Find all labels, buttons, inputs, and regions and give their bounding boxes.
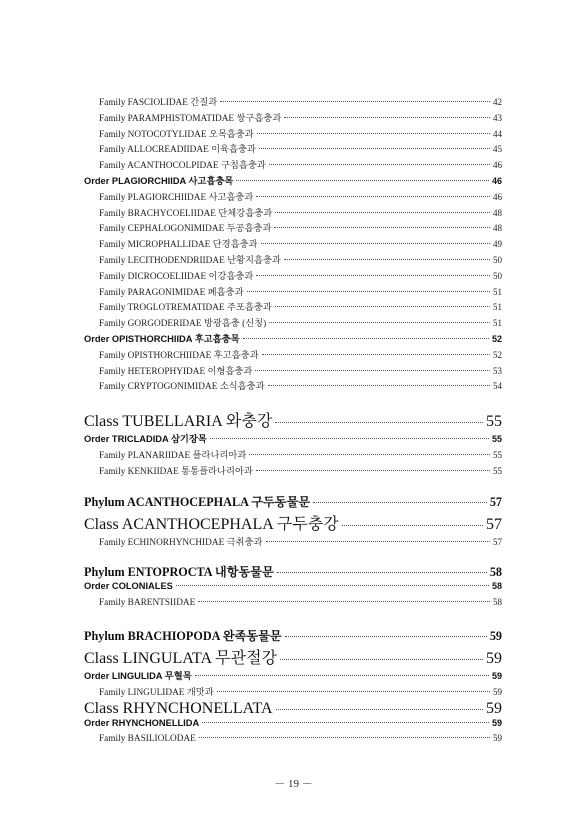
- toc-entry-label: Family PLANARIIDAE 플라나리아과: [99, 450, 247, 461]
- toc-entry-family: [84, 252, 502, 268]
- toc-entry-page: 55: [486, 413, 502, 431]
- dot-leader: [342, 525, 483, 526]
- toc-entry-family: [84, 94, 502, 110]
- dot-leader: [210, 438, 489, 439]
- toc-entry-page: 50: [493, 270, 502, 281]
- toc-entry-label: Family GORGODERIDAE 방광흡충 (신칭): [99, 319, 267, 330]
- toc-entry-label: Family HETEROPHYIDAE 이형흡충과: [99, 366, 253, 377]
- toc-entry-order: [84, 431, 502, 447]
- toc-entry-label: Family ALLOCREADIIDAE 이육흡충과: [99, 145, 256, 156]
- toc-entry-page: 44: [493, 128, 502, 139]
- toc-entry-phylum: [84, 493, 502, 511]
- dot-leader: [284, 117, 490, 118]
- toc-entry-page: 46: [493, 160, 502, 171]
- toc-entry-page: 58: [493, 597, 502, 608]
- page-number: － 19 －: [274, 778, 313, 790]
- toc-entry-page: 59: [491, 717, 502, 728]
- toc-entry-family: [84, 315, 502, 331]
- dot-leader: [275, 422, 483, 423]
- dot-leader: [217, 691, 490, 692]
- toc-entry-label: Family ECHINORHYNCHIDAE 극취충과: [99, 537, 263, 548]
- dot-leader: [284, 259, 490, 260]
- toc-entry-label: Order COLONIALES: [84, 581, 173, 592]
- toc-entry-page: 46: [493, 191, 502, 202]
- toc-entry-label: Family TROGLOTREMATIDAE 주포흡충과: [99, 303, 272, 314]
- toc-entry-family: [84, 363, 502, 379]
- toc-entry-page: 51: [493, 318, 502, 329]
- toc-entry-family: [84, 299, 502, 315]
- toc-entry-label: Class TUBELLARIA 와충강: [84, 413, 273, 431]
- toc-entry-page: 50: [493, 254, 502, 265]
- toc-entry-label: Family BRACHYCOELIIDAE 단체강흡충과: [99, 208, 273, 219]
- toc-entry-family: [84, 447, 502, 463]
- dot-leader: [259, 148, 490, 149]
- dot-leader: [276, 709, 484, 710]
- dot-leader: [313, 502, 487, 503]
- dot-leader: [277, 572, 487, 573]
- dot-leader: [247, 291, 490, 292]
- toc-entry-family: [84, 347, 502, 363]
- toc-entry-page: 52: [491, 333, 502, 344]
- toc-entry-class: [84, 408, 502, 431]
- toc-entry-family: [84, 463, 502, 479]
- toc-entry-page: 51: [493, 302, 502, 313]
- toc-entry-page: 46: [491, 175, 502, 186]
- toc-entry-page: 55: [491, 434, 502, 445]
- toc-entry-page: 58: [489, 565, 502, 580]
- toc-entry-label: Family NOTOCOTYLIDAE 오목흡충과: [99, 129, 254, 140]
- toc-entry-label: Order TRICLADIDA 삼기장목: [84, 434, 207, 445]
- section-gap: [84, 549, 502, 563]
- toc-entry-label: Family FASCIOLIDAE 간질과: [99, 98, 218, 108]
- dot-leader: [257, 133, 490, 134]
- toc-entry-family: [84, 157, 502, 173]
- dot-leader: [280, 659, 483, 660]
- toc-entry-page: 55: [493, 465, 502, 476]
- toc-entry-page: 59: [486, 649, 502, 667]
- toc-entry-family: [84, 236, 502, 252]
- toc-entry-label: Family CEPHALOGONIMIDAE 두공흡충과: [99, 224, 272, 235]
- toc-entry-family: [84, 534, 502, 550]
- dot-leader: [275, 212, 490, 213]
- toc-entry-label: Order RHYNCHONELLIDA: [84, 717, 200, 728]
- table-of-contents: [84, 94, 502, 749]
- toc-entry-order: [84, 718, 502, 734]
- toc-entry-label: Phylum ACANTHOCEPHALA 구두동물문: [84, 494, 311, 509]
- toc-entry-label: Family BARENTSIIDAE: [99, 598, 196, 609]
- dot-leader: [269, 164, 490, 165]
- toc-entry-family: [84, 205, 502, 221]
- dot-leader: [195, 675, 489, 676]
- dot-leader: [255, 370, 490, 371]
- toc-entry-label: Family CRYPTOGONIMIDAE 소식흡충과: [99, 382, 265, 393]
- toc-entry-page: 48: [493, 207, 502, 218]
- toc-entry-page: 51: [493, 286, 502, 297]
- toc-entry-page: 57: [493, 536, 502, 547]
- toc-entry-phylum: [84, 627, 502, 645]
- dot-leader: [262, 354, 490, 355]
- toc-entry-page: 52: [493, 349, 502, 360]
- toc-entry-label: Family ACANTHOCOLPIDAE 구침흡충과: [99, 161, 266, 172]
- toc-entry-page: 42: [493, 97, 502, 107]
- toc-entry-family: [84, 684, 502, 700]
- section-gap: [84, 479, 502, 493]
- toc-entry-family: [84, 141, 502, 157]
- toc-entry-label: Family PARAGONIMIDAE 폐흡충과: [99, 287, 244, 298]
- toc-entry-page: 53: [493, 365, 502, 376]
- dot-leader: [274, 227, 490, 228]
- dot-leader: [285, 636, 487, 637]
- toc-entry-page: 59: [486, 699, 502, 717]
- dot-leader: [249, 454, 490, 455]
- toc-entry-label: Family LECITHODENDRIIDAE 난황지흡충과: [99, 255, 281, 266]
- dot-leader: [199, 737, 490, 738]
- toc-entry-page: 57: [486, 515, 502, 533]
- toc-entry-order: [84, 668, 502, 684]
- dot-leader: [256, 470, 490, 471]
- dot-leader: [176, 585, 489, 586]
- dot-leader: [261, 243, 490, 244]
- toc-entry-page: 55: [493, 449, 502, 460]
- toc-entry-label: Family KENKIIDAE 통통플라나리아과: [99, 466, 253, 477]
- toc-entry-class: [84, 700, 502, 718]
- toc-entry-page: 59: [489, 628, 502, 643]
- toc-entry-label: Family OPISTHORCHIIDAE 후고흡충과: [99, 350, 259, 361]
- toc-entry-page: 57: [489, 494, 502, 509]
- toc-entry-family: [84, 126, 502, 142]
- toc-entry-page: 58: [491, 581, 502, 592]
- dot-leader: [269, 322, 490, 323]
- toc-entry-family: [84, 284, 502, 300]
- toc-entry-class: [84, 645, 502, 668]
- toc-entry-family: [84, 378, 502, 394]
- toc-entry-label: Family PARAMPHISTOMATIDAE 쌍구흡충과: [99, 113, 282, 124]
- toc-entry-page: 49: [493, 239, 502, 250]
- section-gap: [84, 613, 502, 627]
- dot-leader: [268, 385, 490, 386]
- dot-leader: [198, 601, 490, 602]
- toc-entry-page: 59: [491, 670, 502, 681]
- dot-leader: [275, 306, 490, 307]
- section-gap: [84, 394, 502, 408]
- toc-entry-label: Order LINGULIDA 무혈목: [84, 670, 192, 681]
- dot-leader: [236, 180, 489, 181]
- toc-entry-page: 48: [493, 223, 502, 234]
- toc-entry-family: [84, 189, 502, 205]
- toc-entry-label: Family MICROPHALLIDAE 단경흡충과: [99, 240, 258, 251]
- dot-leader: [202, 722, 489, 723]
- toc-entry-order: [84, 331, 502, 347]
- toc-entry-family: [84, 268, 502, 284]
- toc-entry-phylum: [84, 563, 502, 581]
- toc-entry-page: 43: [493, 112, 502, 123]
- toc-entry-label: Class RHYNCHONELLATA: [84, 699, 273, 717]
- toc-entry-order: [84, 581, 502, 597]
- toc-entry-label: Family LINGULIDAE 개맛과: [99, 687, 214, 698]
- dot-leader: [256, 275, 490, 276]
- dot-leader: [266, 541, 491, 542]
- toc-entry-page: 59: [493, 686, 502, 697]
- dot-leader: [256, 196, 490, 197]
- toc-entry-label: Class LINGULATA 무관절강: [84, 649, 277, 667]
- toc-entry-label: Phylum BRACHIOPODA 완족동물문: [84, 628, 282, 643]
- toc-entry-label: Family BASILIOLODAE: [99, 734, 196, 745]
- toc-entry-page: 45: [493, 144, 502, 155]
- toc-entry-family: [84, 597, 502, 613]
- dot-leader: [243, 338, 489, 339]
- toc-entry-class: [84, 511, 502, 534]
- toc-entry-family: [84, 733, 502, 749]
- toc-entry-family: [84, 220, 502, 236]
- toc-entry-label: Order PLAGIORCHIIDA 사고흡충목: [84, 175, 234, 186]
- toc-entry-label: Family DICROCOELIIDAE 이강흡충과: [99, 271, 254, 282]
- toc-entry-label: Phylum ENTOPROCTA 내항동물문: [84, 565, 274, 580]
- toc-entry-family: [84, 110, 502, 126]
- toc-entry-label: Order OPISTHORCHIIDA 후고흡충목: [84, 333, 240, 344]
- toc-entry-label: Class ACANTHOCEPHALA 구두충강: [84, 515, 339, 533]
- dot-leader: [220, 101, 490, 102]
- toc-entry-order: [84, 173, 502, 189]
- toc-entry-page: 54: [493, 381, 502, 392]
- toc-entry-label: Family PLAGIORCHIIDAE 사고흡충과: [99, 192, 254, 203]
- toc-entry-page: 59: [493, 733, 502, 744]
